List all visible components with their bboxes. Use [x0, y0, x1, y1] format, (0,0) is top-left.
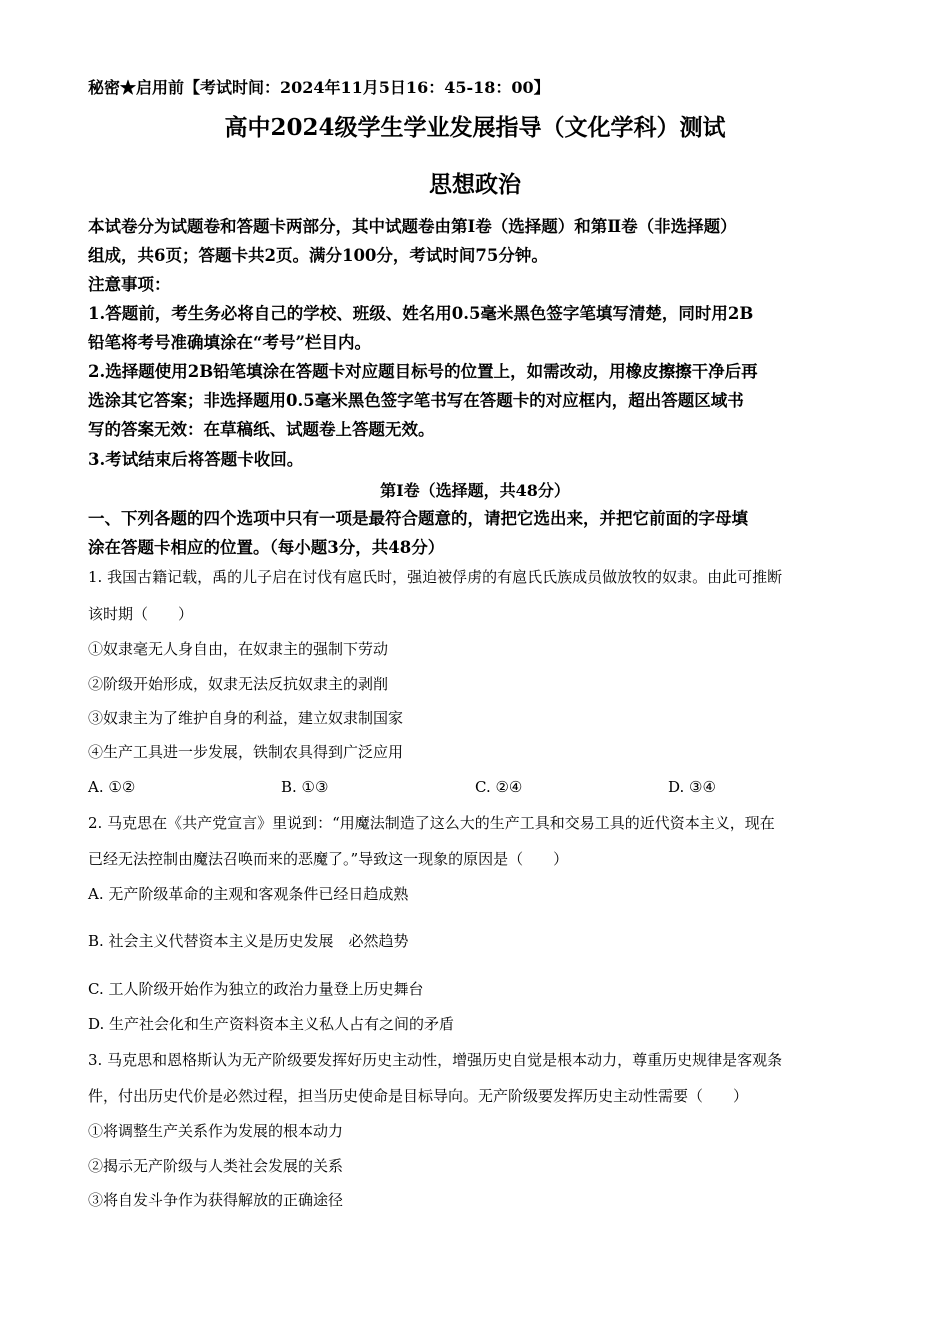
- section-instruction: 一、下列各题的四个选项中只有一项是最符合题意的，请把它选出来，并把它前面的字母填: [88, 509, 748, 528]
- option-b: B. 社会主义代替资本主义是历史发展 必然趋势: [88, 932, 409, 950]
- statement: ④生产工具进一步发展，铁制农具得到广泛应用: [88, 743, 404, 761]
- note-item: 铅笔将考号准确填涂在“考号”栏目内。: [88, 333, 371, 352]
- subject-title: 思想政治: [429, 171, 521, 198]
- option-a: A. ①②: [88, 778, 136, 796]
- statement: ③奴隶主为了维护自身的利益，建立奴隶制国家: [88, 709, 404, 727]
- option-c: C. ②④: [475, 778, 523, 796]
- note-item: 1.答题前，考生务必将自己的学校、班级、姓名用0.5毫米黑色签字笔填写清楚，同时用2B: [88, 304, 754, 323]
- question-stem: 3. 马克思和恩格斯认为无产阶级要发挥好历史主动性，增强历史自觉是根本动力，尊重历史规律是客观条: [88, 1051, 783, 1069]
- question-stem: 1. 我国古籍记载，禹的儿子启在讨伐有扈氏时，强迫被俘虏的有扈氏氏族成员做放牧的奴隶。由此可推断: [88, 568, 783, 586]
- note-item: 写的答案无效：在草稿纸、试题卷上答题无效。: [88, 420, 435, 439]
- intro-line: 本试卷分为试题卷和答题卡两部分，其中试题卷由第Ⅰ卷（选择题）和第Ⅱ卷（非选择题）: [88, 217, 737, 236]
- option-a: A. 无产阶级革命的主观和客观条件已经日趋成熟: [88, 885, 409, 903]
- question-stem: 2. 马克思在《共产党宣言》里说到：“用魔法制造了这么大的生产工具和交易工具的近代资本主义，现在: [88, 814, 775, 832]
- note-item: 3.考试结束后将答题卡收回。: [88, 450, 304, 469]
- confidential-header: 秘密★启用前【考试时间：2024年11月5日16：45-18：00】: [88, 78, 550, 97]
- statement: ③将自发斗争作为获得解放的正确途径: [88, 1191, 344, 1209]
- intro-line: 组成，共6页；答题卡共2页。满分100分，考试时间75分钟。: [88, 246, 548, 265]
- question-stem: 已经无法控制由魔法召唤而来的恶魔了。”导致这一现象的原因是（ ）: [88, 850, 569, 868]
- option-d: D. 生产社会化和生产资料资本主义私人占有之间的矛盾: [88, 1015, 455, 1033]
- note-item: 2.选择题使用2B铅笔填涂在答题卡对应题目标号的位置上，如需改动，用橡皮擦擦干净后再: [88, 362, 758, 381]
- notes-heading: 注意事项：: [88, 275, 171, 294]
- section-title: 第Ⅰ卷（选择题，共48分）: [380, 481, 570, 500]
- exam-title: 高中2024级学生学业发展指导（文化学科）测试: [224, 114, 726, 141]
- option-b: B. ①③: [281, 778, 329, 796]
- statement: ②揭示无产阶级与人类社会发展的关系: [88, 1157, 344, 1175]
- statement: ①奴隶毫无人身自由，在奴隶主的强制下劳动: [88, 640, 389, 658]
- option-c: C. 工人阶级开始作为独立的政治力量登上历史舞台: [88, 980, 424, 998]
- statement: ②阶级开始形成，奴隶无法反抗奴隶主的剥削: [88, 675, 389, 693]
- section-instruction: 涂在答题卡相应的位置。（每小题3分，共48分）: [88, 538, 445, 557]
- note-item: 选涂其它答案；非选择题用0.5毫米黑色签字笔书写在答题卡的对应框内，超出答题区域书: [88, 391, 744, 410]
- question-stem: 该时期（ ）: [88, 605, 194, 623]
- statement: ①将调整生产关系作为发展的根本动力: [88, 1122, 344, 1140]
- option-d: D. ③④: [668, 778, 716, 796]
- question-stem: 件，付出历史代价是必然过程，担当历史使命是目标导向。无产阶级要发挥历史主动性需要（ ）: [88, 1087, 749, 1105]
